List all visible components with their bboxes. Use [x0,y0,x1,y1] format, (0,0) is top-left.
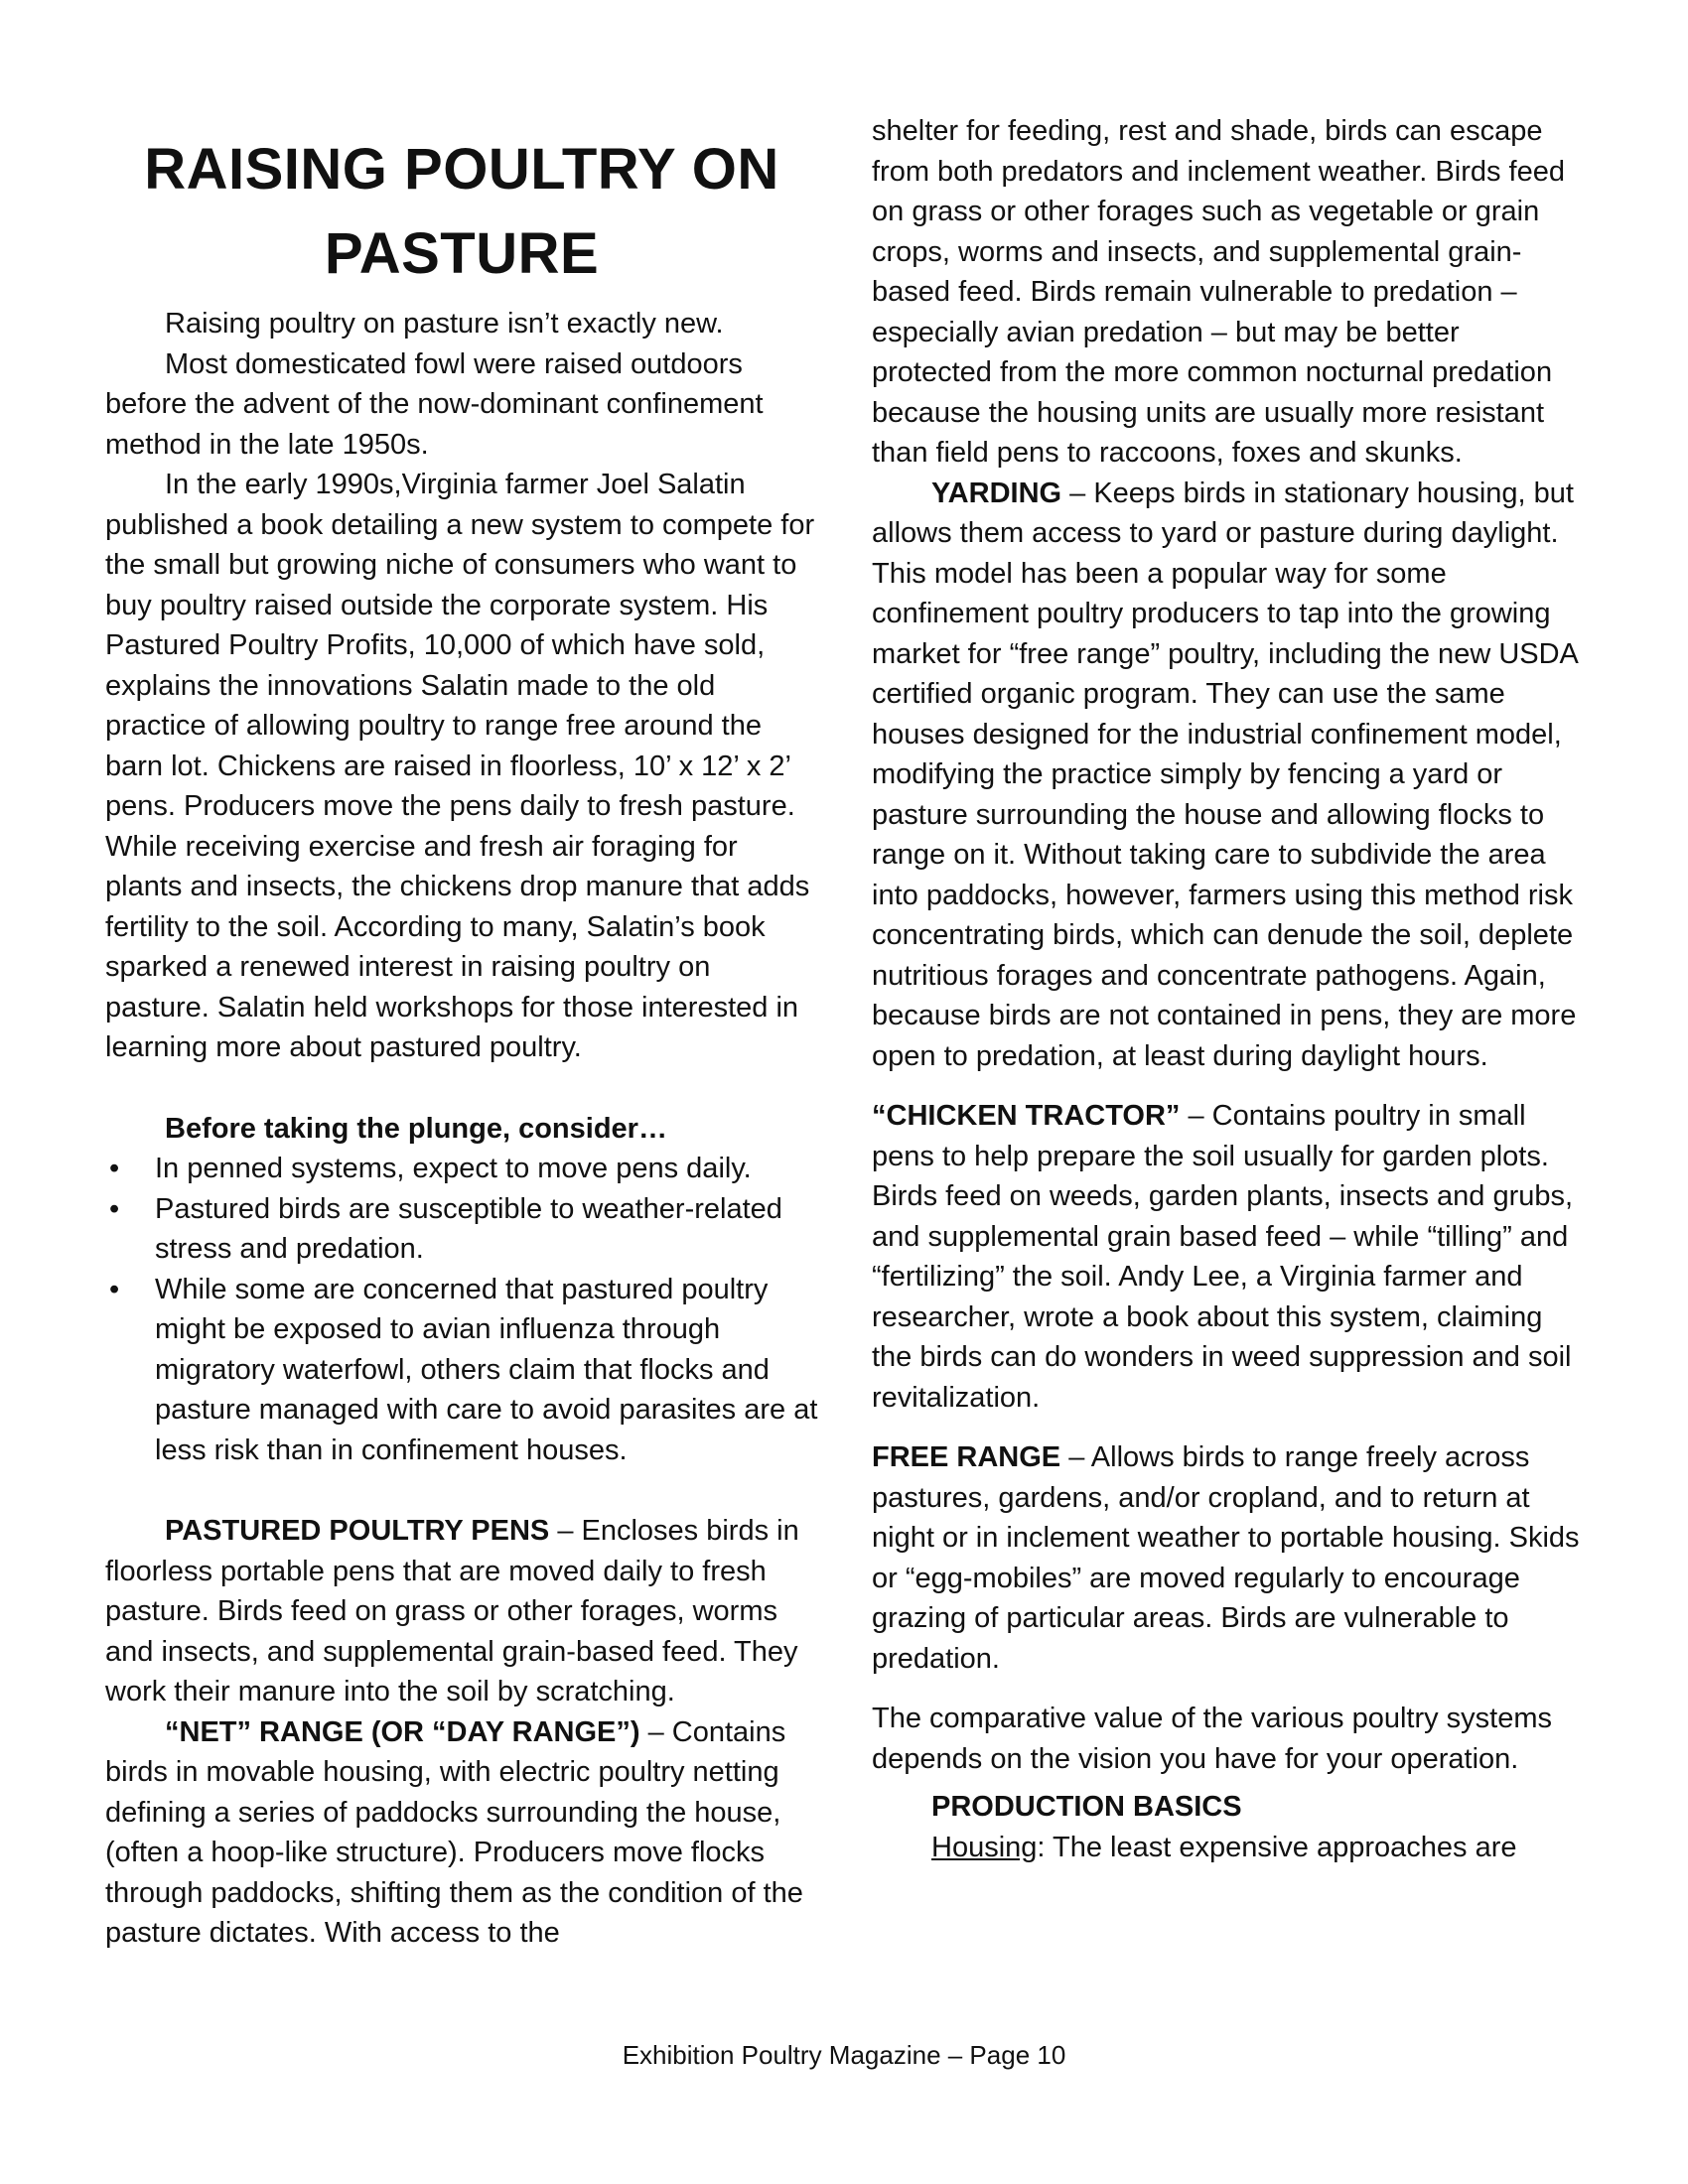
free-range-paragraph [872,1437,1583,1679]
net-range-text: – Contains birds in movable housing, with electric poultry netting defining a series of paddocks surrounding the house, (often a hoop-like structure). Producers move flocks through paddocks, shifting them as the condition of the pasture dictates. With access to the [105,1715,803,1949]
pastured-pens-text: – Encloses birds in floorless portable pens that are moved daily to fresh pasture. Birds feed on grass or other forages, worms and insects, and supplemental grain-based feed. They work their manure into the soil by scratching. [105,1515,799,1707]
page-footer: Exhibition Poultry Magazine – Page 10 [622,2040,1066,2070]
chicken-tractor-text: – Contains poultry in small pens to help prepare the soil usually for garden plots. Birds feed on weeds, garden plants, insects and grubs, and supplemental grain based feed – while “tilling” and “fertilizing” the soil. Andy Lee, a Virginia farmer and researcher, wrote a book about this system, claiming the birds can do wonders in weed suppression and soil revitalization. [872,1100,1574,1414]
yarding-label: YARDING [931,477,1062,509]
right-column [872,111,1583,1867]
free-range-text: – Allows birds to range freely across pastures, gardens, and/or cropland, and to return at night or in inclement weather to portable housing. Skids or “egg-mobiles” are moved regularly to encourage grazing of particular areas. Birds are vulnerable to predation. [872,1441,1580,1675]
net-range-label: “NET” RANGE (OR “DAY RANGE”) [165,1715,640,1748]
consider-heading: Before taking the plunge, consider… [165,1112,667,1145]
list-item: • Pastured birds are susceptible to weather-related stress and predation. [105,1189,818,1270]
yarding-paragraph [872,474,1583,1077]
pastured-pens-label: PASTURED POULTRY PENS [165,1515,550,1547]
net-range-continuation: shelter for feeding, rest and shade, birds can escape from both predators and inclement weather. Birds feed on grass or other forages such as vegetable or grain crops, worms and insects, and supplemental grain-based feed. Birds remain vulnerable to predation – especially avian predation – but may be better protected from the more common nocturnal predation because the housing units are usually more resistant than field pens to raccoons, foxes and skunks. [872,115,1565,469]
chicken-tractor-label: “CHICKEN TRACTOR” [872,1100,1181,1132]
net-range-paragraph [105,1712,818,1954]
article-title: RAISING POULTRY ON PASTURE [144,137,779,286]
yarding-text: – Keeps birds in stationary housing, but allows them access to yard or pasture during daylight. This model has been a popular way for some confinement poultry producers to tap into the growing market for “free range” poultry, including the new USDA certified organic program. They can use the same houses designed for the industrial confinement model, modifying the practice simply by fencing a yard or pasture surrounding the house and allowing flocks to range on it. Without taking care to subdivide the area into paddocks, however, farmers using this method risk concentrating birds, which can denude the soil, deplete nutritious forages and concentrate pathogens. Again, because birds are not contained in pens, they are more open to predation, at least during daylight hours. [872,477,1578,1072]
list-item: • While some are concerned that pastured poultry might be exposed to avian influenza through migratory waterfowl, others claim that flocks and pasture managed with care to avoid parasites are at less risk than in confinement houses. [105,1270,818,1471]
production-basics-heading: PRODUCTION BASICS [931,1791,1242,1823]
housing-text: : The least expensive approaches are [1037,1831,1517,1863]
list-item: • In penned systems, expect to move pens daily. [105,1149,818,1189]
salatin-paragraph: In the early 1990s,Virginia farmer Joel Salatin published a book detailing a new system to compete for the small but growing niche of consumers who want to buy poultry raised outside the corporate system. His Pastured Poultry Profits, 10,000 of which have sold, explains the innovations Salatin made to the old practice of allowing poultry to range free around the barn lot. Chickens are raised in floorless, 10’ x 12’ x 2’ pens. Producers move the pens daily to fresh pasture. While receiving exercise and fresh air foraging for plants and insects, the chickens drop manure that adds fertility to the soil. According to many, Salatin’s book sparked a renewed interest in raising poultry on pasture. Salatin held workshops for those interested in learning more about pastured poultry. [105,469,815,1063]
intro-paragraph-1: Raising poultry on pasture isn’t exactly new. [165,308,724,340]
comparative-paragraph: The comparative value of the various poultry systems depends on the vision you have for your operation. [872,1703,1553,1775]
housing-label: Housing [931,1831,1038,1863]
consider-list [105,1149,818,1470]
housing-paragraph [872,1828,1583,1868]
intro-paragraph-2: Most domesticated fowl were raised outdoors before the advent of the now-dominant confinement method in the late 1950s. [105,347,764,461]
chicken-tractor-paragraph [872,1096,1583,1418]
pastured-pens-paragraph [105,1511,818,1712]
free-range-label: FREE RANGE [872,1441,1061,1473]
left-column [105,127,818,1954]
